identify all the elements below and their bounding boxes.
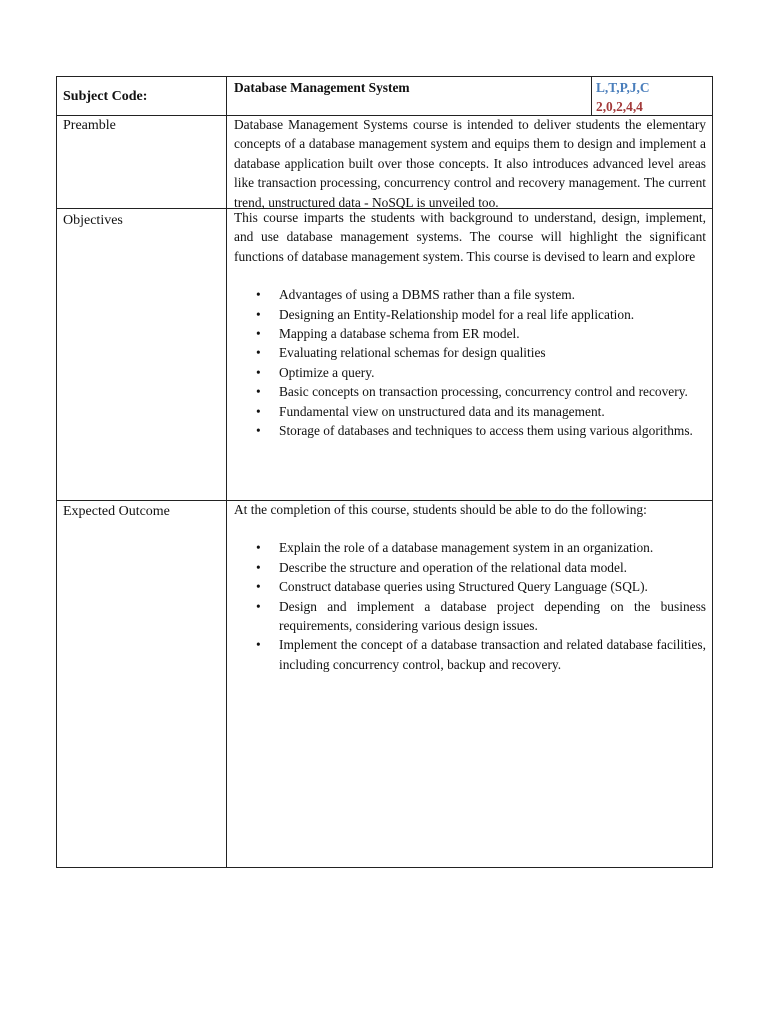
- course-title: Database Management System: [234, 80, 410, 95]
- ltpjc-value: 2,0,2,4,4: [596, 99, 643, 115]
- objectives-content: [234, 208, 706, 440]
- ltpjc-cell: [596, 78, 711, 117]
- list-item: • Evaluating relational schemas for design qualities: [234, 343, 706, 362]
- list-item: • Basic concepts on transaction processing, concurrency control and recovery.: [234, 382, 706, 401]
- expected-outcome-content: [234, 500, 706, 674]
- list-item: • Optimize a query.: [234, 363, 706, 382]
- expected-outcome-list: [234, 538, 706, 674]
- objectives-label: Objectives: [63, 213, 123, 228]
- ltpjc-label: L,T,P,J,C: [596, 80, 650, 95]
- list-item: • Implement the concept of a database transaction and related database facilities, including concurrency control, backup and recovery.: [234, 635, 706, 674]
- list-item: • Advantages of using a DBMS rather than a file system.: [234, 285, 706, 304]
- syllabus-table: [56, 76, 713, 868]
- list-item: • Describe the structure and operation of the relational data model.: [234, 558, 706, 577]
- expected-outcome-intro: At the completion of this course, students should be able to do the following:: [234, 502, 647, 517]
- list-item: • Fundamental view on unstructured data and its management.: [234, 402, 706, 421]
- list-item: • Design and implement a database project depending on the business requirements, considering various design issues.: [234, 597, 706, 636]
- preamble-label: Preamble: [63, 118, 116, 133]
- list-item: • Storage of databases and techniques to access them using various algorithms.: [234, 421, 706, 440]
- objectives-intro: This course imparts the students with background to understand, design, implement, and use database management systems. The course will highlight the significant functions of database management system. This course is devised to learn and explore: [234, 210, 706, 264]
- column-divider: [226, 77, 227, 867]
- ltpjc-divider: [591, 77, 592, 115]
- list-item: • Mapping a database schema from ER model.: [234, 324, 706, 343]
- list-item: • Construct database queries using Structured Query Language (SQL).: [234, 577, 706, 596]
- list-item: • Designing an Entity-Relationship model for a real life application.: [234, 305, 706, 324]
- objectives-list: [234, 285, 706, 440]
- subject-code-label: Subject Code:: [63, 89, 148, 104]
- preamble-text: Database Management Systems course is intended to deliver students the elementary concepts of a database management system and equips them to design and implement a database application built over those concepts. It also introduces advanced level areas like transaction processing, concurrency control and recovery management. The current trend, unstructured data - NoSQL is unveiled too.: [234, 117, 706, 210]
- expected-outcome-label: Expected Outcome: [63, 504, 170, 519]
- list-item: • Explain the role of a database management system in an organization.: [234, 538, 706, 557]
